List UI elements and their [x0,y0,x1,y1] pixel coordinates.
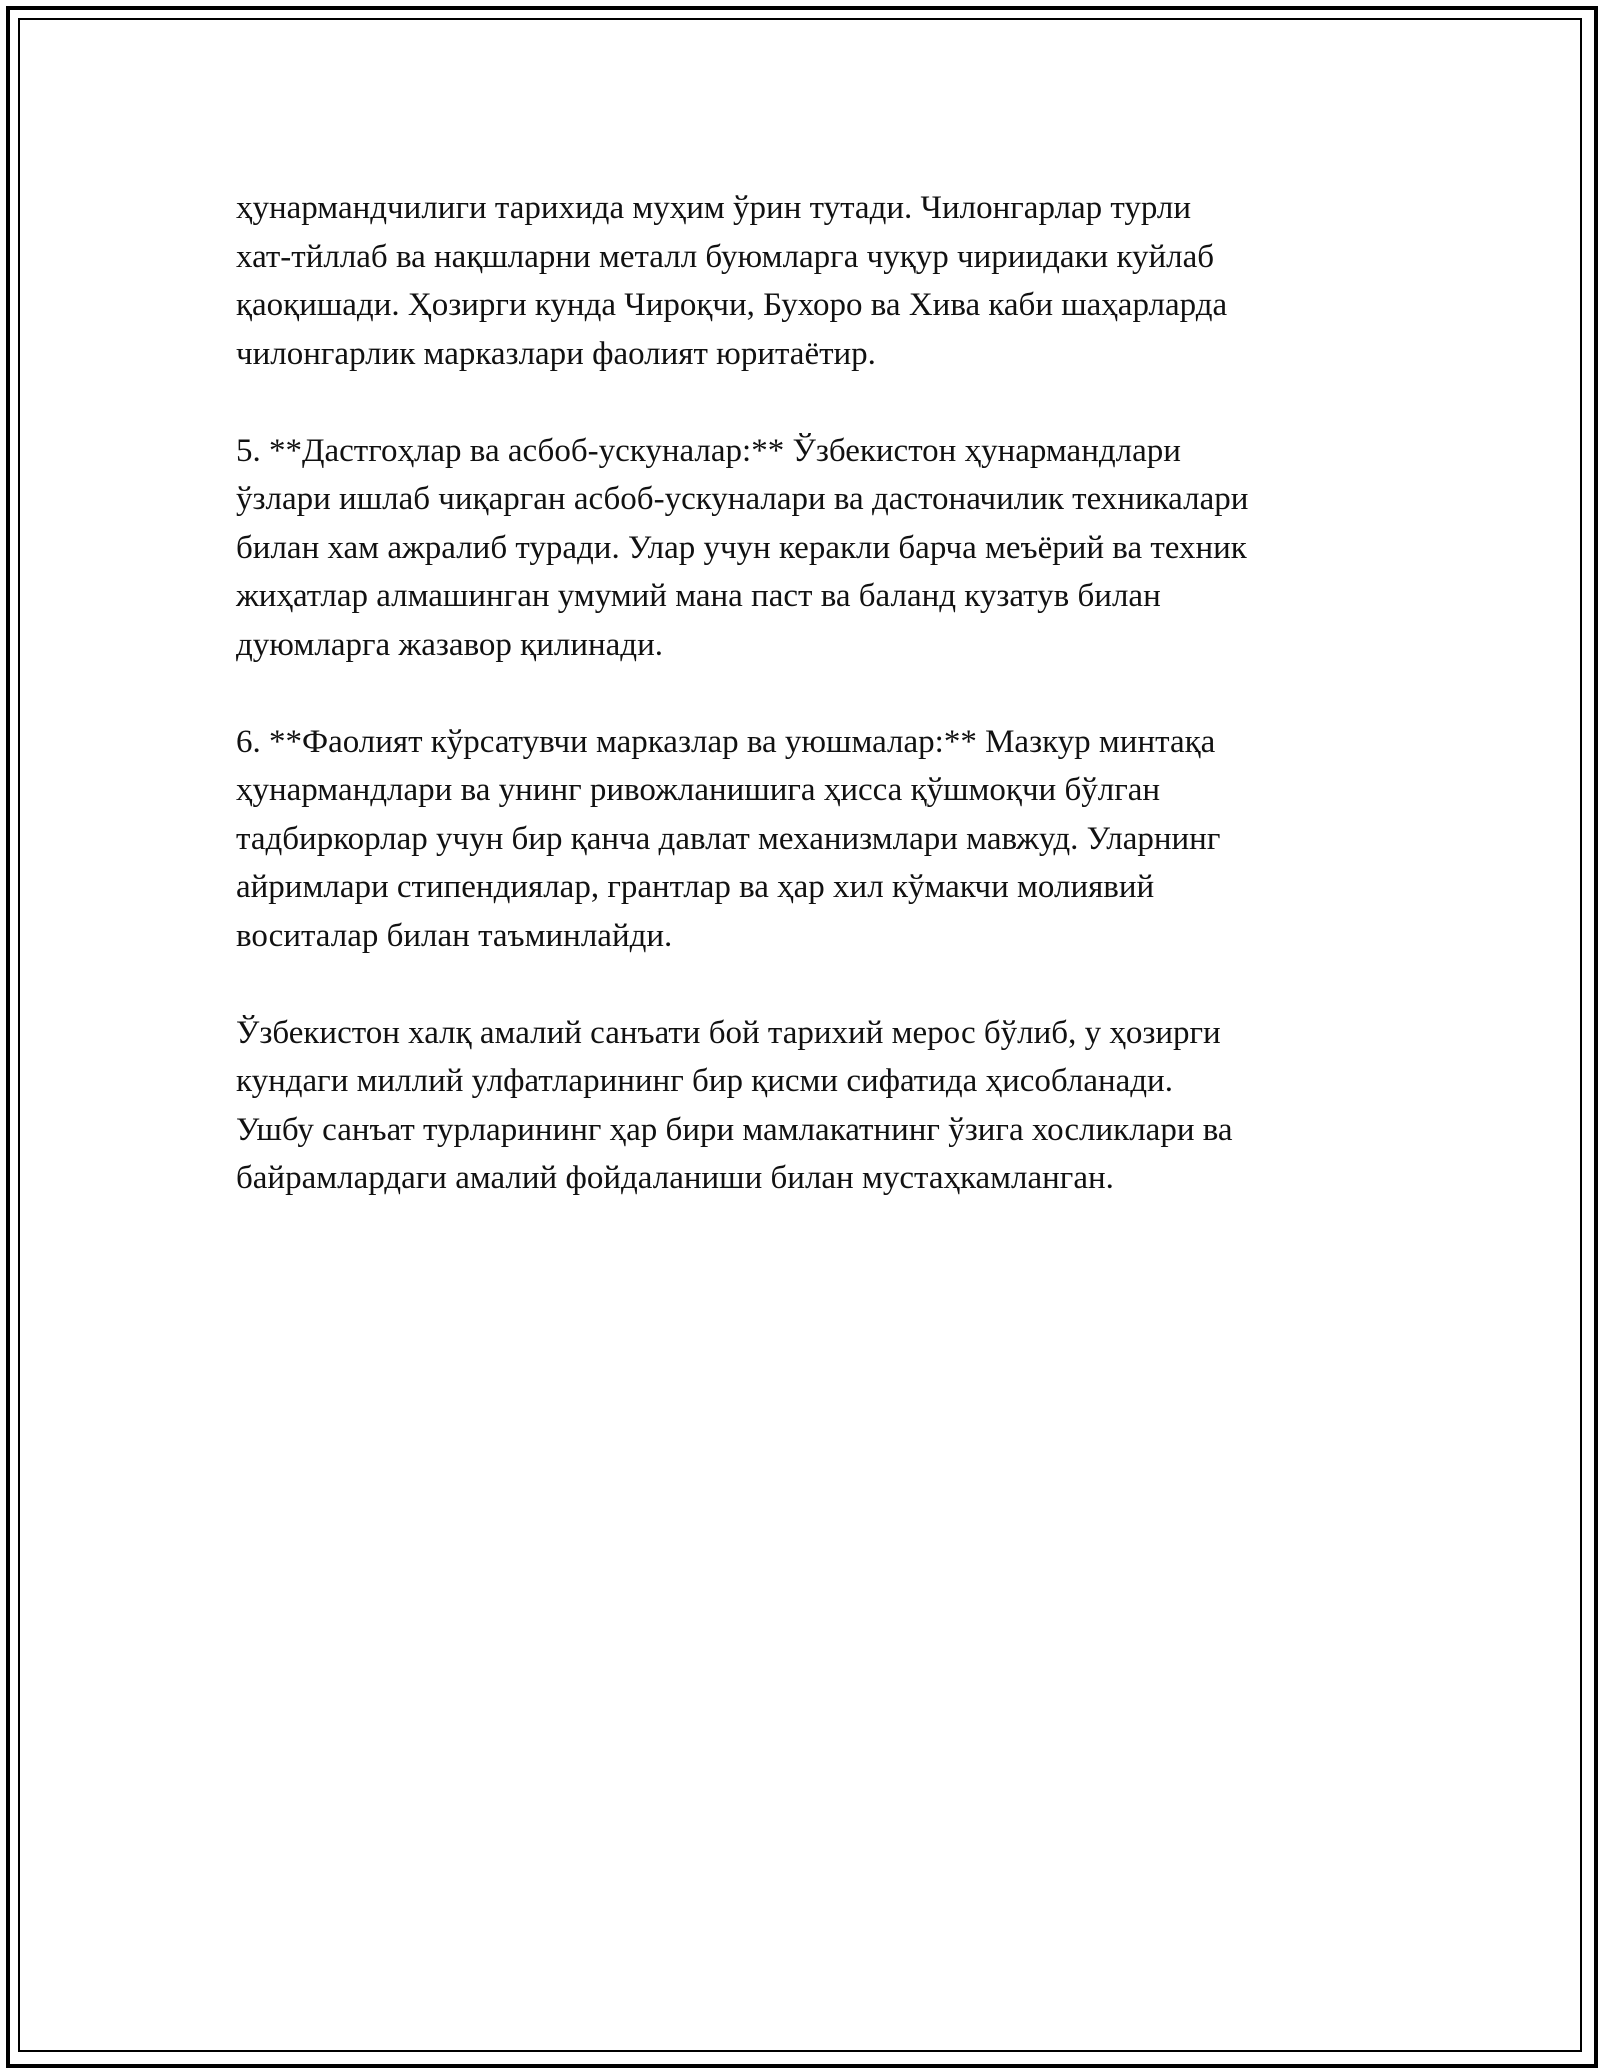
paragraph-conclusion [236,1009,1376,1203]
text-line: чилонгарлик марказлари фаолият юритаётир. [236,335,876,372]
text-line: ўзлари ишлаб чиқарган асбоб-ускуналари ва дастоначилик техникалари [236,481,1249,517]
text-line: 6. **Фаолият кўрсатувчи марказлар ва уюшмалар:** Мазкур минтақа [236,723,1216,760]
text-line: қаоқишади. Ҳозирги кунда Чироқчи, Бухоро ва Хива каби шаҳарларда [236,287,1228,323]
paragraph-continuation [236,184,1376,378]
text-line: ҳунармандлари ва унинг ривожланишига ҳисса қўшмоқчи бўлган [236,772,1161,808]
text-line: билан хам ажралиб туради. Улар учун керакли барча меъёрий ва техник [236,529,1247,566]
text-line: кундаги миллий улфатларининг бир қисми сифатида ҳисобланади. [236,1063,1173,1099]
document-body [236,184,1376,1251]
text-line: байрамлардаги амалий фойдаланиши билан мустаҳкамланган. [236,1160,1114,1196]
text-line: Ўзбекистон халқ амалий санъати бой тарихий мерос бўлиб, у ҳозирги [236,1014,1221,1051]
text-line: айримлари стипендиялар, грантлар ва ҳар хил кўмакчи молиявий [236,869,1155,905]
text-line: 5. **Дастгоҳлар ва асбоб-ускуналар:** Ўзбекистон ҳунармандлари [236,432,1181,469]
text-line: Ушбу санъат турларининг ҳар бири мамлакатнинг ўзига хосликлари ва [236,1111,1233,1148]
text-line: хат-тйллаб ва нақшларни металл буюмларга чуқур чириидаки куйлаб [236,238,1215,275]
paragraph-item-6 [236,718,1376,961]
text-line: ҳунармандчилиги тарихида муҳим ўрин тутади. Чилонгарлар турли [236,190,1192,226]
text-line: жиҳатлар алмашинган умумий мана паст ва баланд кузатув билан [236,578,1161,614]
paragraph-item-5 [236,427,1376,670]
text-line: дуюмларга жазавор қилинади. [236,626,664,663]
text-line: тадбиркорлар учун бир қанча давлат механизмлари мавжуд. Уларнинг [236,820,1221,857]
text-line: воситалар билан таъминлайди. [236,917,673,954]
